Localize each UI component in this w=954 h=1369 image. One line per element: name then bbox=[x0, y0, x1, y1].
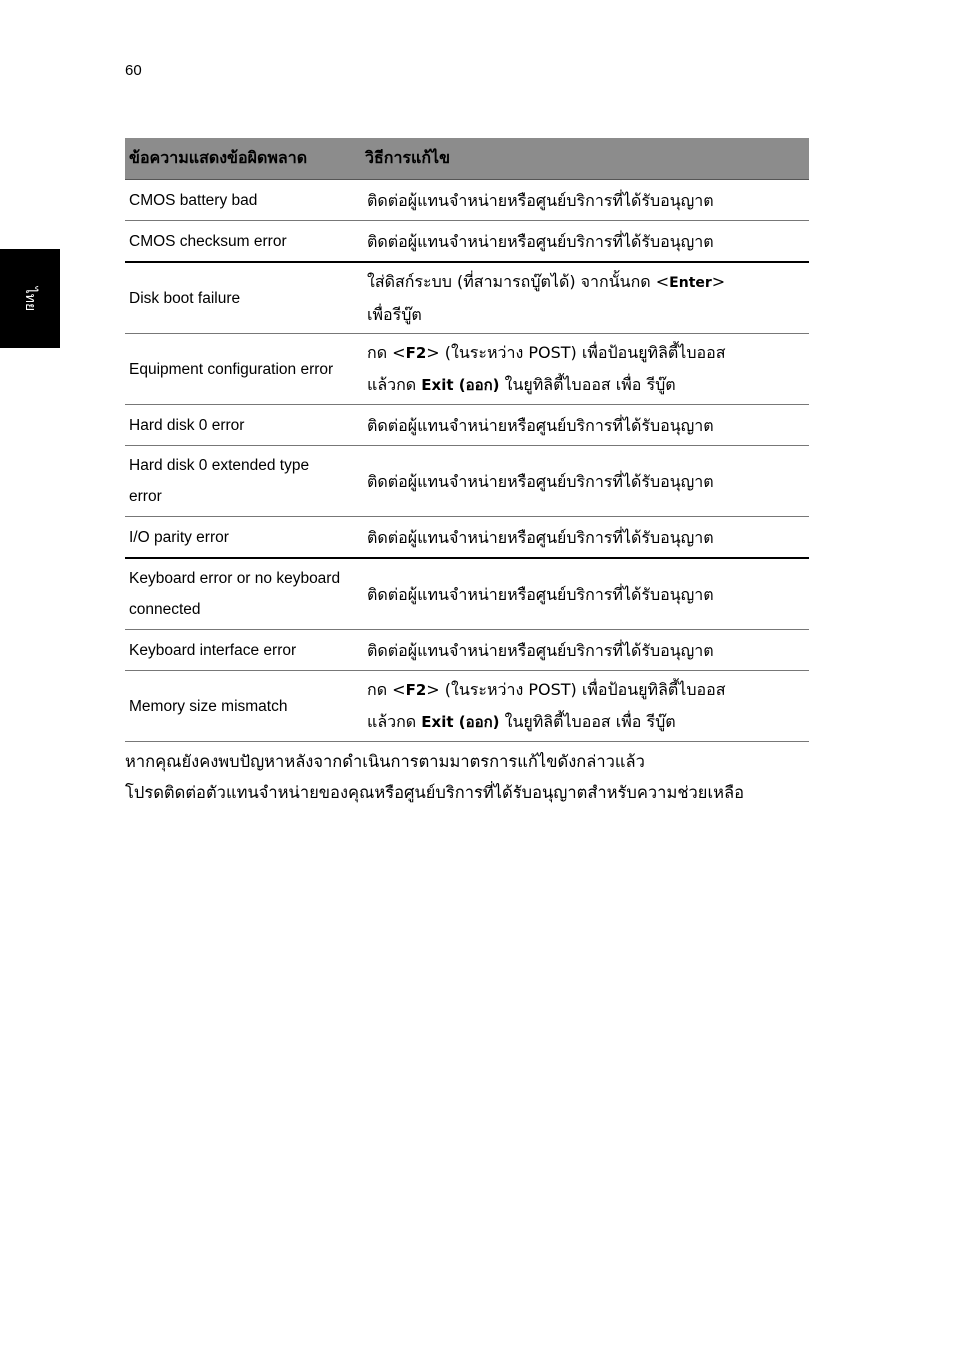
error-message-cell: Disk boot failure bbox=[125, 262, 361, 334]
error-message-text: Keyboard error or no keyboard bbox=[129, 570, 341, 587]
error-message-text: connected bbox=[129, 601, 201, 618]
solution-text: แล้วกด bbox=[367, 375, 422, 394]
error-message-table bbox=[125, 138, 809, 742]
f2-key-label: F2 bbox=[405, 681, 427, 699]
language-tab-label: ไทย bbox=[22, 286, 38, 312]
table-header-row bbox=[125, 138, 809, 180]
error-message-cell: I/O parity error bbox=[125, 517, 361, 559]
table-row bbox=[125, 334, 809, 405]
exit-key-label: Exit (ออก) bbox=[421, 713, 500, 731]
error-message-text: error bbox=[129, 488, 162, 505]
solution-cell: ติดต่อผู้แทนจำหน่ายหรือศูนย์บริการที่ได้รับอนุญาต bbox=[361, 405, 809, 446]
solution-cell: ติดต่อผู้แทนจำหน่ายหรือศูนย์บริการที่ได้รับอนุญาต bbox=[361, 446, 809, 517]
solution-cell bbox=[361, 334, 809, 405]
solution-text: กด < bbox=[367, 343, 406, 362]
error-message-cell: Hard disk 0 error bbox=[125, 405, 361, 446]
solution-text: > (ในระหว่าง POST) เพื่อป้อนยูทิลิตี้ไบออส bbox=[426, 343, 726, 362]
solution-text: กด < bbox=[367, 680, 406, 699]
enter-key-label: Enter bbox=[669, 275, 712, 291]
solution-cell bbox=[361, 262, 809, 334]
table-row bbox=[125, 558, 809, 630]
solution-text: ในยูทิลิตี้ไบออส เพื่อ รีบู๊ต bbox=[499, 712, 676, 731]
solution-text: > bbox=[711, 272, 726, 291]
error-message-cell: Equipment configuration error bbox=[125, 334, 361, 405]
table-row bbox=[125, 405, 809, 446]
solution-cell: ติดต่อผู้แทนจำหน่ายหรือศูนย์บริการที่ได้รับอนุญาต bbox=[361, 221, 809, 263]
table-row bbox=[125, 630, 809, 671]
error-message-cell: Memory size mismatch bbox=[125, 671, 361, 742]
table-row bbox=[125, 671, 809, 742]
table-row bbox=[125, 262, 809, 334]
solution-text: > (ในระหว่าง POST) เพื่อป้อนยูทิลิตี้ไบออส bbox=[426, 680, 726, 699]
table-row bbox=[125, 180, 809, 221]
solution-cell: ติดต่อผู้แทนจำหน่ายหรือศูนย์บริการที่ได้รับอนุญาต bbox=[361, 517, 809, 559]
error-message-cell bbox=[125, 446, 361, 517]
page-number: 60 bbox=[125, 62, 142, 79]
solution-text: เพื่อรีบู๊ต bbox=[367, 305, 422, 324]
solution-cell bbox=[361, 671, 809, 742]
solution-text: ในยูทิลิตี้ไบออส เพื่อ รีบู๊ต bbox=[499, 375, 676, 394]
solution-text: ใส่ดิสก์ระบบ (ที่สามารถบู๊ตได้) จากนั้นกด < bbox=[367, 272, 670, 291]
footer-note-line: โปรดติดต่อตัวแทนจำหน่ายของคุณหรือศูนย์บริการที่ได้รับอนุญาตสำหรับความช่วยเหลือ bbox=[125, 783, 744, 802]
header-solution: วิธีการแก้ไข bbox=[361, 138, 809, 180]
error-message-cell: CMOS checksum error bbox=[125, 221, 361, 263]
language-side-tab bbox=[0, 249, 60, 348]
f2-key-label: F2 bbox=[405, 344, 427, 362]
footer-note bbox=[125, 746, 845, 808]
header-error-message: ข้อความแสดงข้อผิดพลาด bbox=[125, 138, 361, 180]
solution-text: แล้วกด bbox=[367, 712, 422, 731]
footer-note-line: หากคุณยังคงพบปัญหาหลังจากดำเนินการตามมาตรการแก้ไขดังกล่าวแล้ว bbox=[125, 752, 645, 771]
solution-cell: ติดต่อผู้แทนจำหน่ายหรือศูนย์บริการที่ได้รับอนุญาต bbox=[361, 630, 809, 671]
error-message-cell bbox=[125, 558, 361, 630]
error-message-text: Hard disk 0 extended type bbox=[129, 457, 310, 474]
table-row bbox=[125, 446, 809, 517]
error-message-cell: CMOS battery bad bbox=[125, 180, 361, 221]
table-row bbox=[125, 221, 809, 263]
error-message-cell: Keyboard interface error bbox=[125, 630, 361, 671]
solution-cell: ติดต่อผู้แทนจำหน่ายหรือศูนย์บริการที่ได้รับอนุญาต bbox=[361, 558, 809, 630]
solution-cell: ติดต่อผู้แทนจำหน่ายหรือศูนย์บริการที่ได้รับอนุญาต bbox=[361, 180, 809, 221]
table-row bbox=[125, 517, 809, 559]
exit-key-label: Exit (ออก) bbox=[421, 376, 500, 394]
